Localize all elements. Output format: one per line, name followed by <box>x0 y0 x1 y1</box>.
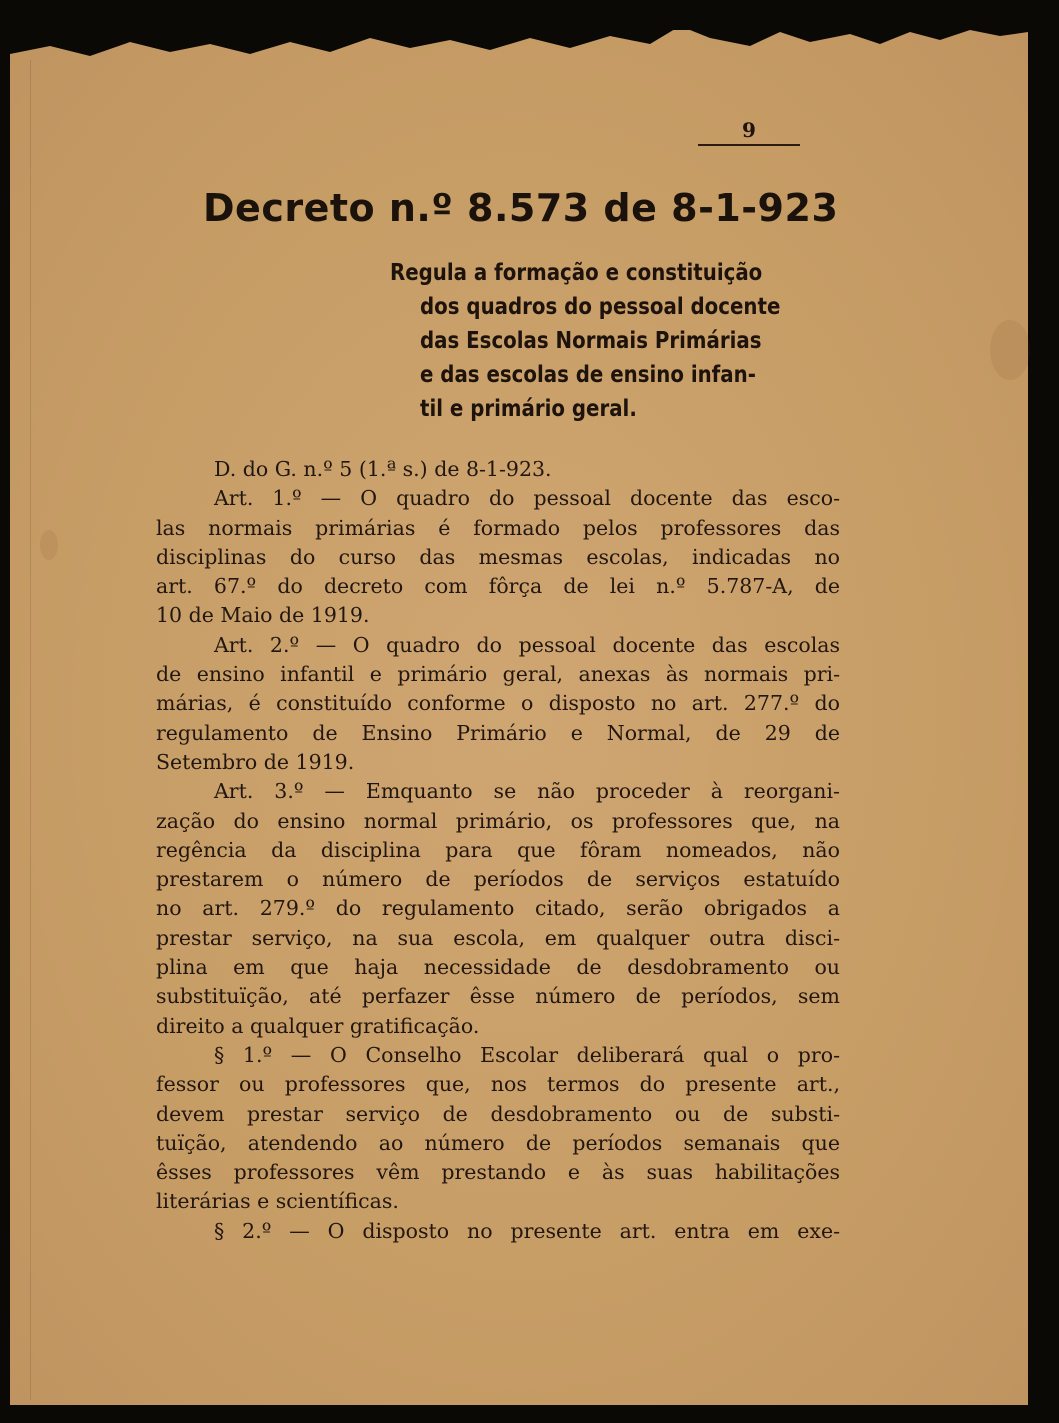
paragraph-1-line: tuïção, atendendo ao número de períodos semanais que <box>156 1130 840 1155</box>
page-number: 9 <box>698 118 800 146</box>
summary-line: das Escolas Normais Primárias <box>420 328 762 354</box>
article-3-line: prestarem o número de períodos de serviços estatuído <box>156 867 840 892</box>
summary-line: dos quadros do pessoal docente <box>420 294 781 320</box>
paper-stain <box>990 320 1030 380</box>
summary-line: e das escolas de ensino infan- <box>420 362 756 388</box>
paragraph-1-line: § 1.º — O Conselho Escolar deliberará qual o pro- <box>214 1042 840 1067</box>
paragraph-1-line: devem prestar serviço de desdobramento ou de substi- <box>156 1101 840 1126</box>
article-3-line: Art. 3.º — Emquanto se não proceder à reorgani- <box>214 779 840 804</box>
decree-summary <box>380 256 850 426</box>
article-1-line: las normais primárias é formado pelos professores das <box>156 515 840 540</box>
paragraph-2-line: § 2.º — O disposto no presente art. entra em exe- <box>214 1218 840 1243</box>
page-fold-line <box>30 60 31 1400</box>
article-3-line: substituïção, até perfazer êsse número de períodos, sem <box>156 984 840 1009</box>
summary-line: Regula a formação e constituição <box>390 260 763 286</box>
article-1-line: Art. 1.º — O quadro do pessoal docente das esco- <box>214 486 840 511</box>
article-2-line: de ensino infantil e primário geral, anexas às normais pri- <box>156 662 840 687</box>
paper-stain <box>40 530 58 560</box>
article-2-line: márias, é constituído conforme o disposto no art. 277.º do <box>156 691 840 716</box>
article-1-line: art. 67.º do decreto com fôrça de lei n.º 5.787-A, de <box>156 574 840 599</box>
decree-title: Decreto n.º 8.573 de 8-1-923 <box>203 186 839 230</box>
article-2-line: regulamento de Ensino Primário e Normal, de 29 de <box>156 720 840 745</box>
paragraph-1-line: fessor ou professores que, nos termos do presente art., <box>156 1072 840 1097</box>
article-3-line: regência da disciplina para que fôram nomeados, não <box>156 837 840 862</box>
article-1-line: 10 de Maio de 1919. <box>156 603 370 628</box>
decree-body <box>156 455 840 1246</box>
paragraph-1-line: literárias e scientíficas. <box>156 1189 399 1214</box>
article-1-line: disciplinas do curso das mesmas escolas, indicadas no <box>156 544 840 569</box>
article-3-line: direito a qualquer gratificação. <box>156 1013 480 1038</box>
article-3-line: no art. 279.º do regulamento citado, serão obrigados a <box>156 896 840 921</box>
article-2-line: Setembro de 1919. <box>156 749 355 774</box>
summary-line: til e primário geral. <box>420 396 637 422</box>
article-3-line: prestar serviço, na sua escola, em qualquer outra disci- <box>156 925 840 950</box>
paragraph-1-line: êsses professores vêm prestando e às suas habilitações <box>156 1160 840 1185</box>
article-2-line: Art. 2.º — O quadro do pessoal docente das escolas <box>214 632 840 657</box>
article-3-line: plina em que haja necessidade de desdobramento ou <box>156 955 840 980</box>
torn-top-edge <box>10 18 1028 63</box>
article-3-line: zação do ensino normal primário, os professores que, na <box>156 808 840 833</box>
gazette-reference: D. do G. n.º 5 (1.ª s.) de 8-1-923. <box>214 457 552 481</box>
